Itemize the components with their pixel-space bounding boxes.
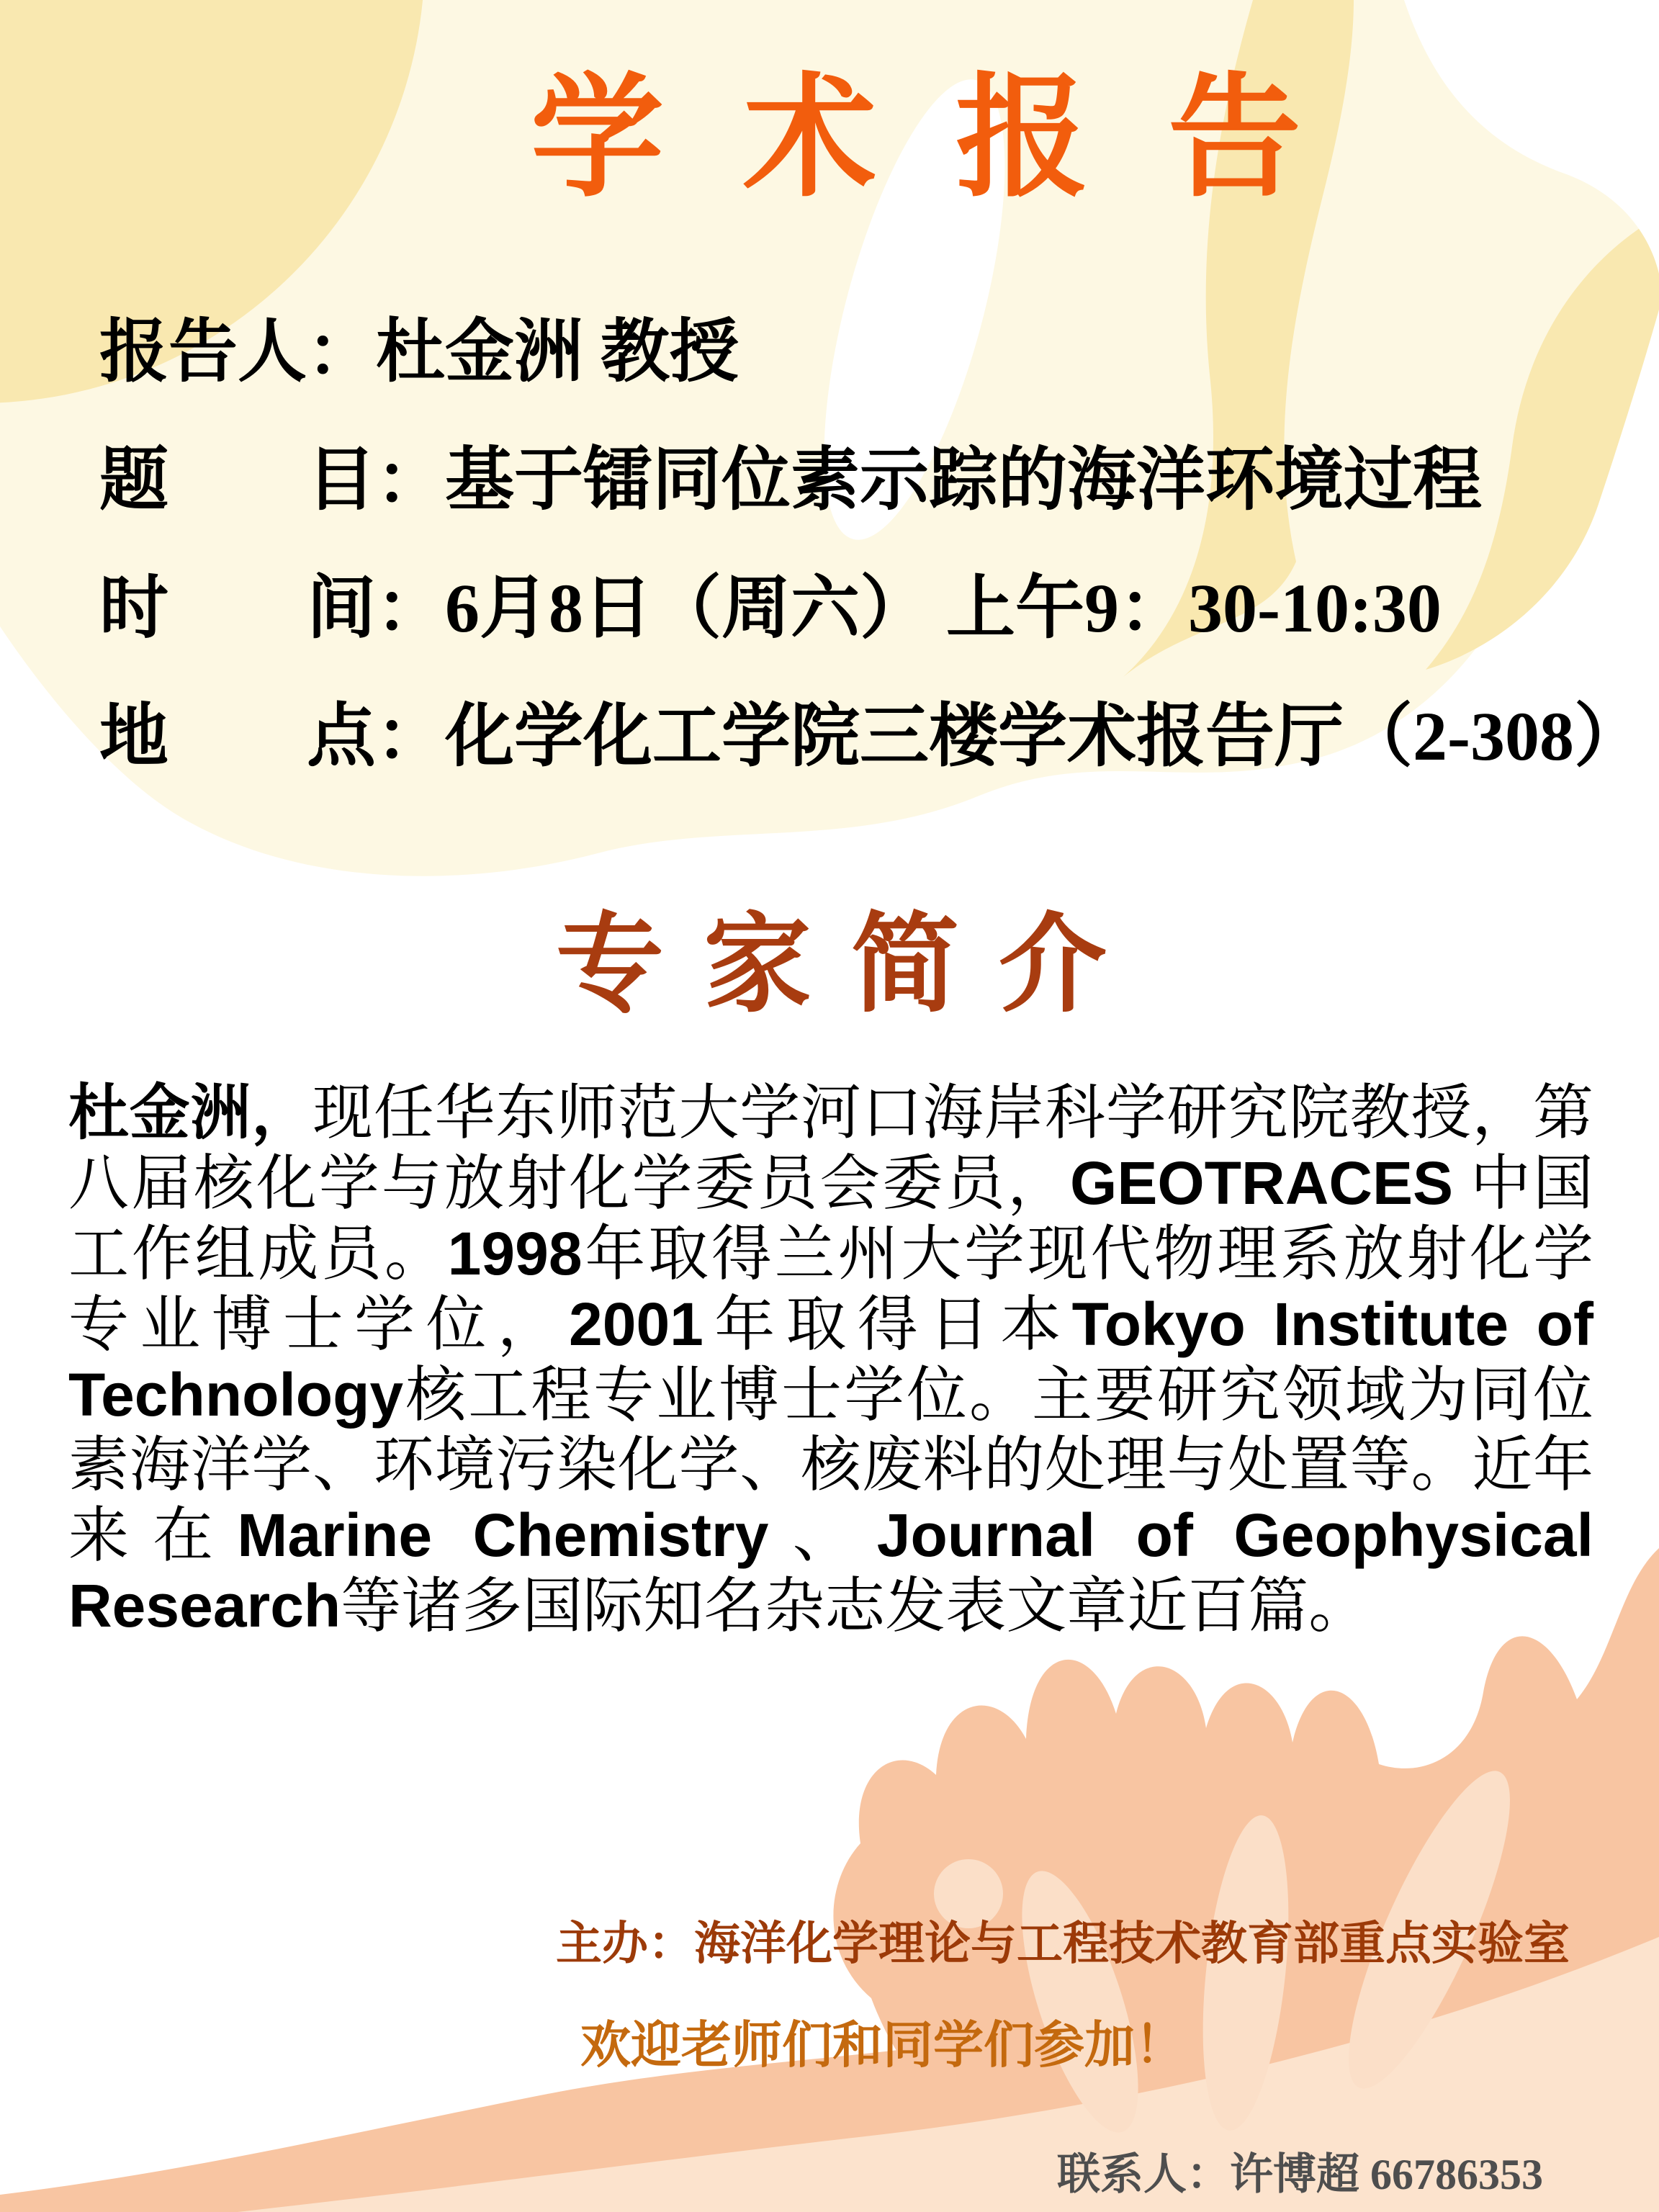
contact-line: 联系人：许博超 66786353 — [1057, 2151, 1543, 2198]
welcome-line: 欢迎老师们和同学们参加！ — [580, 2018, 1185, 2074]
speaker-line: 报告人：杜金洲 教授 — [99, 313, 739, 390]
location-line: 地 点：化学化工学院三楼学术报告厅（2-308） — [99, 698, 1643, 775]
bio-text: 、 — [768, 1503, 877, 1570]
bio-paragraph — [68, 1079, 1593, 1642]
lecture-info — [99, 288, 1643, 801]
bio-latin-text: Marine Chemistry — [237, 1501, 769, 1569]
bio-latin-text: 2001 — [569, 1290, 703, 1358]
time-line: 时 间：6月8日（周六） 上午9：30-10:30 — [99, 570, 1442, 647]
bio-section-heading: 专家简介 — [555, 906, 1146, 1025]
bio-latin-text: GEOTRACES — [1070, 1149, 1454, 1217]
bio-text: 现任华东师范大学河口海岸科学研究院教授，第八届核化学与放射化学委员会委员， — [68, 1080, 1593, 1218]
bio-latin-text: Journal of Geophysical Research — [68, 1501, 1593, 1640]
bio-text: 杜金洲， — [68, 1080, 313, 1147]
bio-text: 年取得日本 — [703, 1292, 1072, 1359]
poster-title: 学术报告 — [531, 66, 1380, 213]
bio-text: 年取得兰州大学现代物理系放射化学专业博士学位， — [68, 1221, 1593, 1359]
bio-latin-text: 1998 — [447, 1220, 583, 1287]
organizer-line: 主办：海洋化学理论与工程技术教育部重点实验室 — [556, 1918, 1570, 1969]
bio-text: 核工程专业博士学位。主要研究领域为同位素海洋学、环境污染化学、核废料的处理与处置等。近年来在 — [68, 1362, 1593, 1570]
bio-text: 中国工作组成员。 — [68, 1151, 1593, 1288]
bio-text: 等诸多国际知名杂志发表文章近百篇。 — [341, 1573, 1370, 1640]
bio-latin-text: Tokyo Institute of Technology — [68, 1290, 1593, 1429]
topic-line: 题 目：基于镭同位素示踪的海洋环境过程 — [99, 441, 1482, 518]
